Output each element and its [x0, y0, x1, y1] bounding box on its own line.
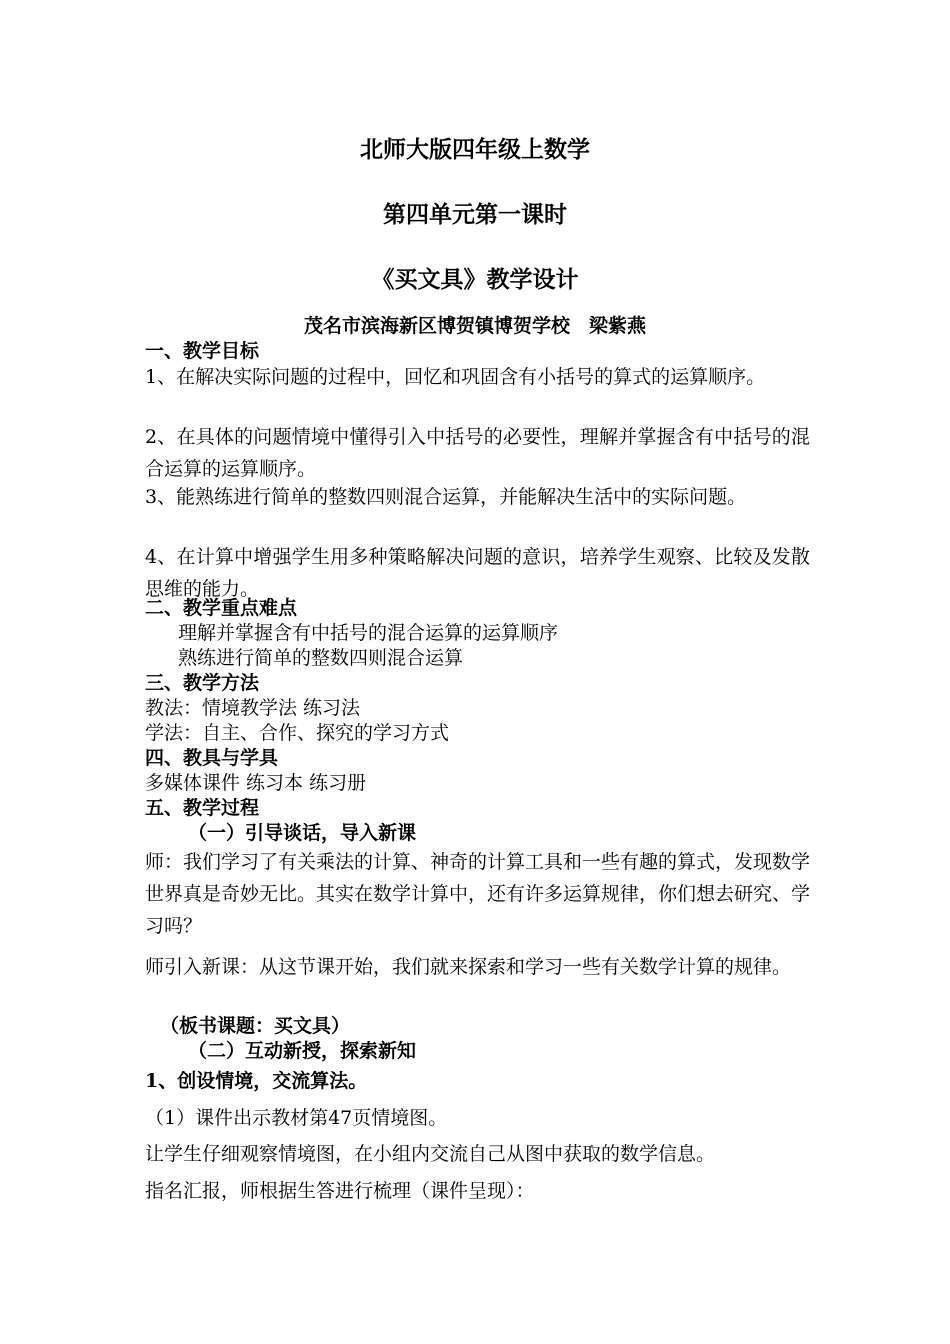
objective-3: 3、能熟练进行简单的整数四则混合运算，并能解决生活中的实际问题。 — [145, 486, 747, 508]
section-heading-objectives: 一、教学目标 — [145, 340, 260, 362]
process-paragraph-4: 指名汇报，师根据生答进行梳理（课件呈现）： — [145, 1180, 535, 1202]
process-subheading-2: （二）互动新授，探索新知 — [188, 1040, 417, 1062]
title-lesson: 《买文具》教学设计 — [371, 266, 579, 293]
objective-2: 2、在具体的问题情境中懂得引入中括号的必要性，理解并掌握含有中括号的混合运算的运算顺序。 — [145, 426, 810, 480]
process-paragraph-1: 师：我们学习了有关乘法的计算、神奇的计算工具和一些有趣的算式，发现数学世界真是奇妙无比。其实在数学计算中，还有许多运算规律，你们想去研究、学习吗？ — [145, 851, 811, 937]
section-heading-process: 五、教学过程 — [145, 797, 260, 819]
title-unit: 第四单元第一课时 — [383, 201, 567, 228]
key-point-2: 熟练进行简单的整数四则混合运算 — [178, 647, 464, 669]
title-grade: 北师大版四年级上数学 — [360, 136, 590, 163]
process-item-1: （1）课件出示教材第47页情境图。 — [145, 1107, 448, 1129]
process-subheading-1: （一）引导谈话，导入新课 — [188, 822, 417, 844]
process-paragraph-2: 师引入新课：从这节课开始，我们就来探索和学习一些有关数学计算的规律。 — [145, 956, 792, 978]
learning-method: 学法：自主、合作、探究的学习方式 — [145, 722, 450, 744]
teaching-method: 教法：情境教学法 练习法 — [145, 697, 361, 719]
section-heading-key-points: 二、教学重点难点 — [145, 597, 298, 619]
board-title: （板书课题：买文具） — [160, 1015, 351, 1037]
objective-1: 1、在解决实际问题的过程中，回忆和巩固含有小括号的算式的运算顺序。 — [145, 366, 766, 388]
author-line: 茂名市滨海新区博贺镇博贺学校 梁紫燕 — [303, 315, 646, 337]
section-heading-tools: 四、教具与学具 — [145, 747, 279, 769]
tools-list: 多媒体课件 练习本 练习册 — [145, 772, 367, 794]
objective-4: 4、在计算中增强学生用多种策略解决问题的意识，培养学生观察、比较及发散思维的能力。 — [145, 546, 810, 600]
process-step-1: 1、创设情境，交流算法。 — [145, 1070, 368, 1092]
section-heading-methods: 三、教学方法 — [145, 672, 260, 694]
key-point-1: 理解并掌握含有中括号的混合运算的运算顺序 — [178, 622, 559, 644]
process-paragraph-3: 让学生仔细观察情境图，在小组内交流自己从图中获取的数学信息。 — [145, 1143, 716, 1165]
